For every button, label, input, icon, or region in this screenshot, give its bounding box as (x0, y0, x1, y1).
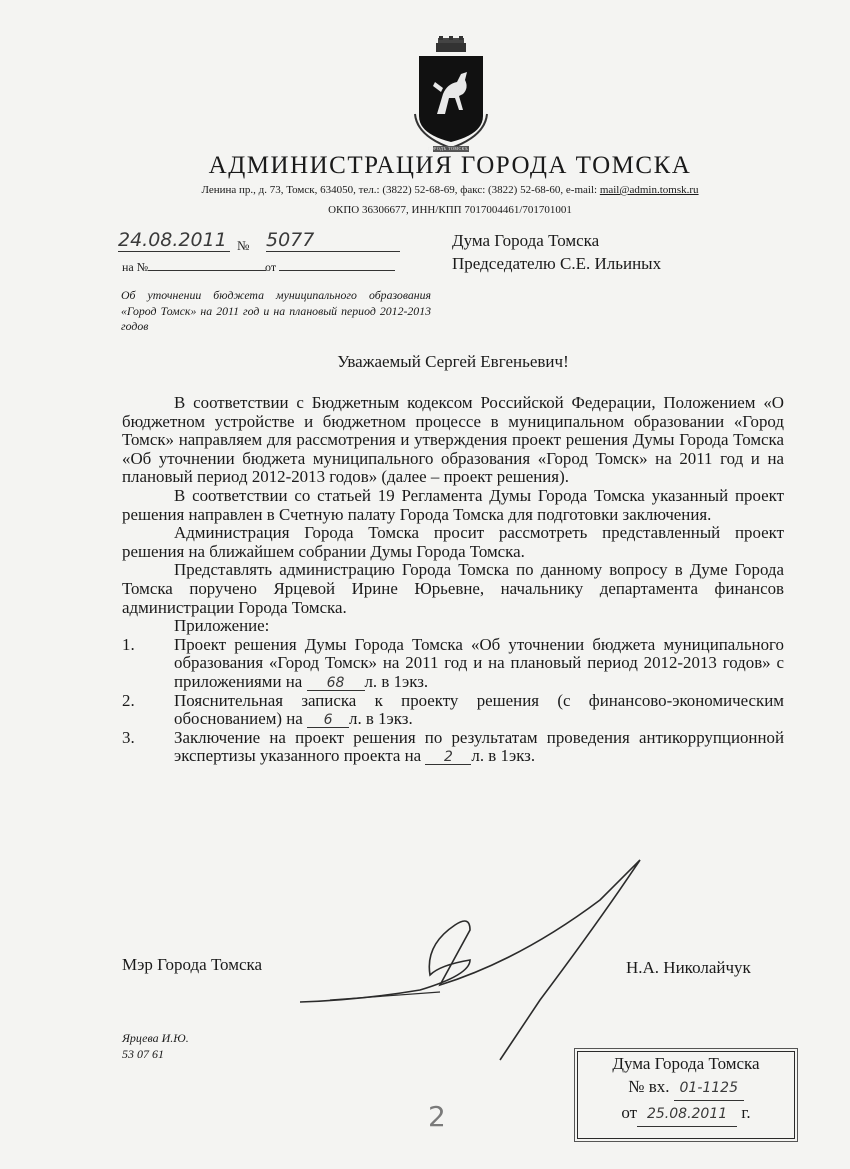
stamp-date: 25.08.2011 (637, 1103, 737, 1127)
signatory-name: Н.А. Николайчук (626, 958, 751, 977)
tomsk-coat-of-arms-emblem (413, 36, 489, 154)
contacts-text: Ленина пр., д. 73, Томск, 634050, тел.: (3822) 52-68-69, факс: (3822) 52-68-60, e-mail: (201, 184, 600, 196)
outgoing-number: 5077 (266, 229, 400, 252)
executor-phone: 53 07 61 (122, 1047, 164, 1061)
body-paragraph-2: В соответствии со статьей 19 Регламента Думы Города Томска указанный проект решения направлен в Счетную палату Города Томска для подготовки заключения. (122, 485, 784, 524)
addressee-person: Председателю С.Е. Ильиных (452, 254, 662, 273)
attachment-item: 1. Проект решения Думы Города Томска «Об уточнении бюджета муниципального образования «Город Томск» на 2011 год и на плановый период 2012-2013 годов» с приложениями на 68 л. в 1экз. (122, 634, 784, 691)
executor-block (122, 1030, 189, 1062)
executor-name: Ярцева И.Ю. (122, 1031, 189, 1045)
attachment-item: 2. Пояснительная записка к проекту решения (с финансово-экономическим обоснованием) на 6 л. в 1экз. (122, 690, 784, 729)
attachment-page-count: 2 (425, 750, 471, 765)
greeting: Уважаемый Сергей Евгеньевич! (337, 352, 569, 371)
okpo-inn-line: ОКПО 36306677, ИНН/КПП 7017004461/701701001 (328, 204, 572, 216)
email-link[interactable]: mail@admin.tomsk.ru (599, 184, 699, 196)
stamp-date-suffix: г. (741, 1103, 751, 1122)
attachment-item: 3. Заключение на проект решения по результатам проведения антикоррупционной экспертизы указанного проекта на 2 л. в 1экз. (122, 727, 784, 766)
body-paragraph-4: Представлять администрацию Города Томска по данному вопросу в Думе Города Томска поручено Ярцевой Ирине Юрьевне, начальнику департамента финансов администрации Города Томска. (122, 560, 784, 617)
reference-date-label: от (265, 258, 395, 275)
attachments-list (122, 636, 784, 766)
attachment-page-count: 6 (307, 713, 349, 728)
body-paragraph-3: Администрация Города Томска просит рассмотреть представленный проект решения на ближайшем собрании Думы Города Томска. (122, 523, 784, 561)
addressee-organization: Дума Города Томска (452, 231, 600, 250)
emblem-motto: ГОРОДЪ ТОМСКЪ (428, 146, 469, 151)
body-paragraph-1: В соответствии с Бюджетным кодексом Российской Федерации, Положением «О бюджетном устройстве и бюджетном процессе в муниципальном образовании «Город Томск» направляем для рассмотрения и утверждения проект решения Думы Города Томска «Об уточнении бюджета муниципального образования «Город Томск» на 2011 год и на плановый период 2012-2013 годов» (далее – проект решения). (122, 393, 784, 487)
addressee-block (452, 229, 661, 275)
organization-title: АДМИНИСТРАЦИЯ ГОРОДА ТОМСКА (208, 152, 692, 179)
stamp-in-number: 01-1125 (674, 1077, 744, 1101)
letter-subject: Об уточнении бюджета муниципального образования «Город Томск» на 2011 год и на плановый период 2012-2013 годов (121, 288, 431, 333)
page-mark: 2 (428, 1100, 446, 1133)
attachment-page-count: 68 (307, 676, 365, 691)
incoming-registration-stamp (577, 1051, 795, 1139)
contacts-line (100, 184, 800, 196)
reference-number-label: на № (122, 258, 266, 275)
signatory-position: Мэр Города Томска (122, 955, 263, 974)
attachments-heading: Приложение: (174, 616, 270, 636)
letter-body (122, 394, 784, 766)
stamp-date-label: от (621, 1103, 638, 1122)
stamp-title: Дума Города Томска (612, 1054, 760, 1073)
outgoing-date: 24.08.2011 (118, 229, 230, 252)
stamp-in-label: № вх. (628, 1077, 670, 1096)
outgoing-number-label: № (237, 238, 250, 253)
